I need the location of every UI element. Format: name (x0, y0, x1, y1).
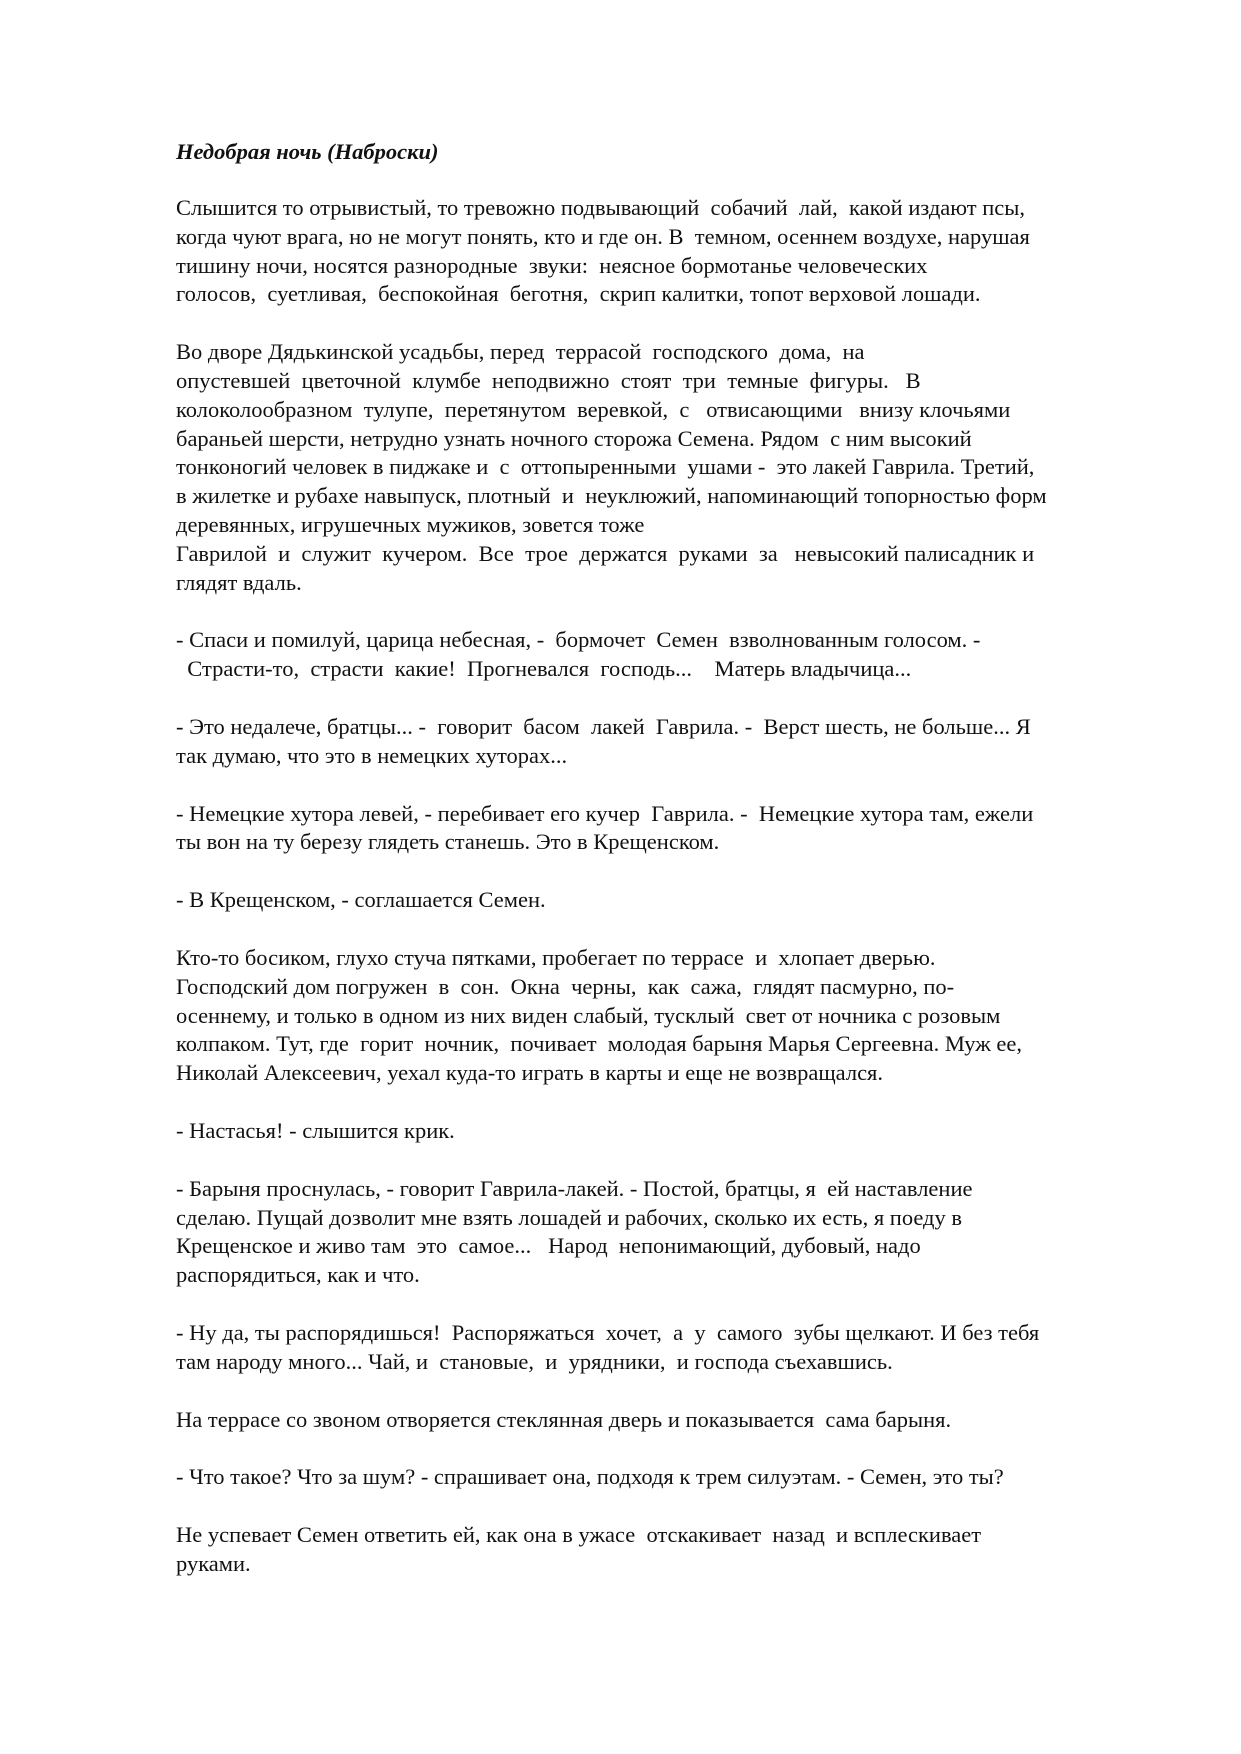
text-line: - Барыня проснулась, - говорит Гаврила-лакей. - Постой, братцы, я ей наставление (176, 1175, 973, 1201)
text-line: - Что такое? Что за шум? - спрашивает она, подходя к трем силуэтам. - Семен, это ты? (176, 1464, 1004, 1490)
text-line: - Ну да, ты распорядишься! Распоряжаться хочет, а у самого зубы щелкают. И без тебя (176, 1319, 1040, 1345)
text-line: Слышится то отрывистый, то тревожно подвывающий собачий лай, какой издают псы, (176, 195, 1026, 220)
text-line: ты вон на ту березу глядеть станешь. Это в Крещенском. (176, 829, 720, 855)
text-line: Страсти-то, страсти какие! Прогневался господь... Матерь владычица... (176, 656, 912, 682)
text-line: колоколообразном тулупе, перетянутом веревкой, с отвисающими внизу клочьями (176, 396, 1011, 422)
paragraph (176, 944, 1156, 1088)
text-line: Николай Алексеевич, уехал куда-то играть в карты и еще не возвращался. (176, 1060, 884, 1086)
text-line: глядят вдаль. (176, 569, 302, 595)
text-line: На террасе со звоном отворяется стеклянная дверь и показывается сама барыня. (176, 1406, 952, 1432)
text-line: в жилетке и рубахе навыпуск, плотный и неуклюжий, напоминающий топорностью форм (176, 483, 1047, 509)
text-line: Гаврилой и служит кучером. Все трое держатся руками за невысокий палисадник и (176, 540, 1035, 566)
text-line: - Настасья! - слышится крик. (176, 1117, 455, 1143)
text-line: - В Крещенском, - соглашается Семен. (176, 887, 546, 913)
text-line: Кто-то босиком, глухо стуча пятками, пробегает по террасе и хлопает дверью. (176, 944, 936, 970)
text-line: - Спаси и помилуй, царица небесная, - бормочет Семен взволнованным голосом. - (176, 627, 981, 653)
text-line: - Это недалече, братцы... - говорит басом лакей Гаврила. - Верст шесть, не больше... Я (176, 713, 1031, 739)
paragraph (176, 1175, 1156, 1290)
text-line: деревянных, игрушечных мужиков, зовется тоже (176, 511, 645, 537)
paragraph (176, 1406, 1156, 1435)
text-line: тонконогий человек в пиджаке и с оттопыренными ушами - это лакей Гаврила. Третий, (176, 454, 1035, 480)
document-title: Недобрая ночь (Наброски) (176, 139, 439, 164)
text-line: - Немецкие хутора левей, - перебивает его кучер Гаврила. - Немецкие хутора там, ежели (176, 800, 1034, 826)
paragraph (176, 1521, 1156, 1579)
text-line: распорядиться, как и что. (176, 1262, 420, 1288)
text-line: когда чуют врага, но не могут понять, кто и где он. В темном, осеннем воздухе, нарушая (176, 223, 1030, 249)
paragraph (176, 1319, 1156, 1377)
paragraph (176, 713, 1156, 771)
text-line: Не успевает Семен ответить ей, как она в ужасе отскакивает назад и всплескивает (176, 1522, 982, 1548)
text-line: Крещенское и живо там это самое... Народ непонимающий, дубовый, надо (176, 1233, 921, 1259)
text-line: руками. (176, 1550, 251, 1576)
paragraph (176, 800, 1156, 858)
paragraph (176, 886, 1156, 915)
paragraph (176, 1117, 1156, 1146)
paragraph (176, 626, 1156, 684)
text-line: сделаю. Пущай дозволит мне взять лошадей и рабочих, сколько их есть, я поеду в (176, 1204, 962, 1230)
text-line: голосов, суетливая, беспокойная беготня, скрип калитки, топот верховой лошади. (176, 281, 981, 307)
text-line: осеннему, и только в одном из них виден слабый, тусклый свет от ночника с розовым (176, 1002, 1001, 1028)
document-body (176, 138, 1156, 1608)
text-line: тишину ночи, носятся разнородные звуки: неясное бормотанье человеческих (176, 252, 928, 278)
text-line: колпаком. Тут, где горит ночник, почивает молодая барыня Марья Сергеевна. Муж ее, (176, 1031, 1023, 1057)
paragraph (176, 194, 1156, 309)
text-line: Господский дом погружен в сон. Окна черны, как сажа, глядят пасмурно, по- (176, 973, 955, 999)
text-line: опустевшей цветочной клумбе неподвижно стоят три темные фигуры. В (176, 367, 921, 393)
text-line: так думаю, что это в немецких хуторах... (176, 742, 568, 768)
paragraph-list (176, 194, 1156, 1579)
paragraph (176, 1463, 1156, 1492)
text-line: бараньей шерсти, нетрудно узнать ночного сторожа Семена. Рядом с ним высокий (176, 425, 972, 451)
paragraph (176, 338, 1156, 597)
text-line: Во дворе Дядькинской усадьбы, перед террасой господского дома, на (176, 339, 865, 365)
text-line: там народу много... Чай, и становые, и урядники, и господа съехавшись. (176, 1348, 893, 1374)
